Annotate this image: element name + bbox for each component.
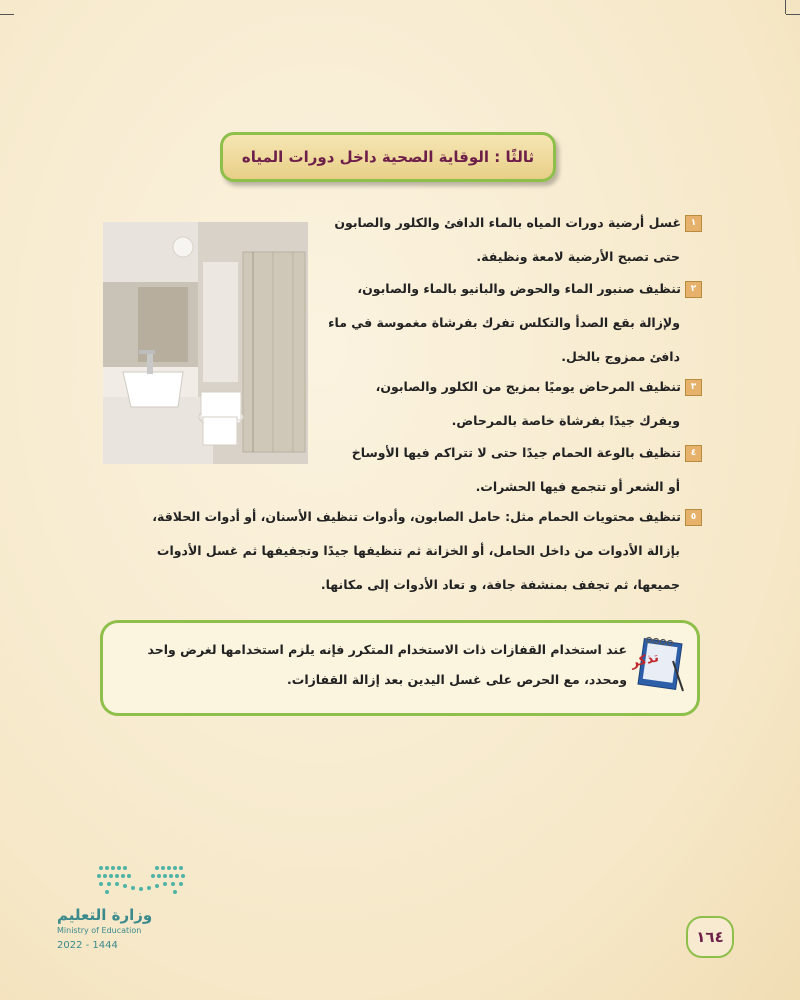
list-item	[352, 436, 702, 504]
remember-text	[148, 635, 627, 695]
notepad-icon	[629, 631, 685, 693]
section-title-banner	[220, 132, 556, 182]
list-item	[376, 370, 702, 438]
item-text: ولإزالة بقع الصدأ والتكلس تفرك بفرشاة مغموسة في ماء	[328, 315, 680, 330]
page-number: ١٦٤	[686, 916, 734, 958]
item-text: جميعها، ثم تجفف بمنشفة جافة، و تعاد الأدوات إلى مكانها.	[320, 577, 680, 592]
ministry-name-en: Ministry of Education	[57, 926, 142, 935]
item-text: أو الشعر أو تتجمع فيها الحشرات.	[475, 479, 680, 494]
item-text: حتى تصبح الأرضية لامعة ونظيفة.	[476, 249, 680, 264]
bathroom-photo	[103, 222, 308, 464]
crop-mark-right	[786, 14, 800, 15]
item-text: تنظيف صنبور الماء والحوض والبانيو بالماء والصابون،	[357, 281, 681, 296]
item-text: تنظيف المرحاض يوميًا بمزيج من الكلور والصابون،	[375, 379, 681, 394]
item-number: ٤	[685, 445, 702, 462]
item-text: غسل أرضية دورات المياه بالماء الدافئ والكلور والصابون	[334, 215, 681, 230]
remember-box	[100, 620, 700, 716]
item-text: بإزالة الأدوات من داخل الحامل، أو الخزانة ثم تنظيفها جيدًا وتجفيفها ثم غسل الأدوات	[156, 543, 680, 558]
list-item	[152, 500, 702, 602]
ministry-year: 2022 - 1444	[57, 940, 118, 951]
item-number: ٣	[685, 379, 702, 396]
list-item	[328, 272, 702, 374]
ministry-name-ar: وزارة التعليم	[57, 906, 153, 924]
crop-mark-right-v	[785, 0, 786, 14]
list-item	[334, 206, 702, 274]
remember-line: عند استخدام القفازات ذات الاستخدام المتكرر فإنه يلزم استخدامها لغرض واحد	[147, 642, 627, 657]
item-text: ويفرك جيدًا بفرشاة خاصة بالمرحاض.	[451, 413, 680, 428]
remember-label: تذكر	[629, 650, 661, 671]
item-number: ٥	[685, 509, 702, 526]
item-text: دافئ ممزوج بالخل.	[561, 349, 680, 364]
crop-mark-left	[0, 14, 14, 15]
ministry-logo-icon	[95, 862, 190, 902]
item-number: ٢	[685, 281, 702, 298]
item-number: ١	[685, 215, 702, 232]
remember-line: ومحدد، مع الحرص على غسل اليدين بعد إزالة القفازات.	[287, 672, 627, 687]
item-text: تنظيف بالوعة الحمام جيدًا حتى لا تتراكم فيها الأوساخ	[351, 445, 681, 460]
item-text: تنظيف محتويات الحمام مثل: حامل الصابون، وأدوات تنظيف الأسنان، أو أدوات الحلاقة،	[152, 509, 681, 524]
section-title: ثالثًا : الوقاية الصحية داخل دورات المياه	[241, 148, 535, 166]
